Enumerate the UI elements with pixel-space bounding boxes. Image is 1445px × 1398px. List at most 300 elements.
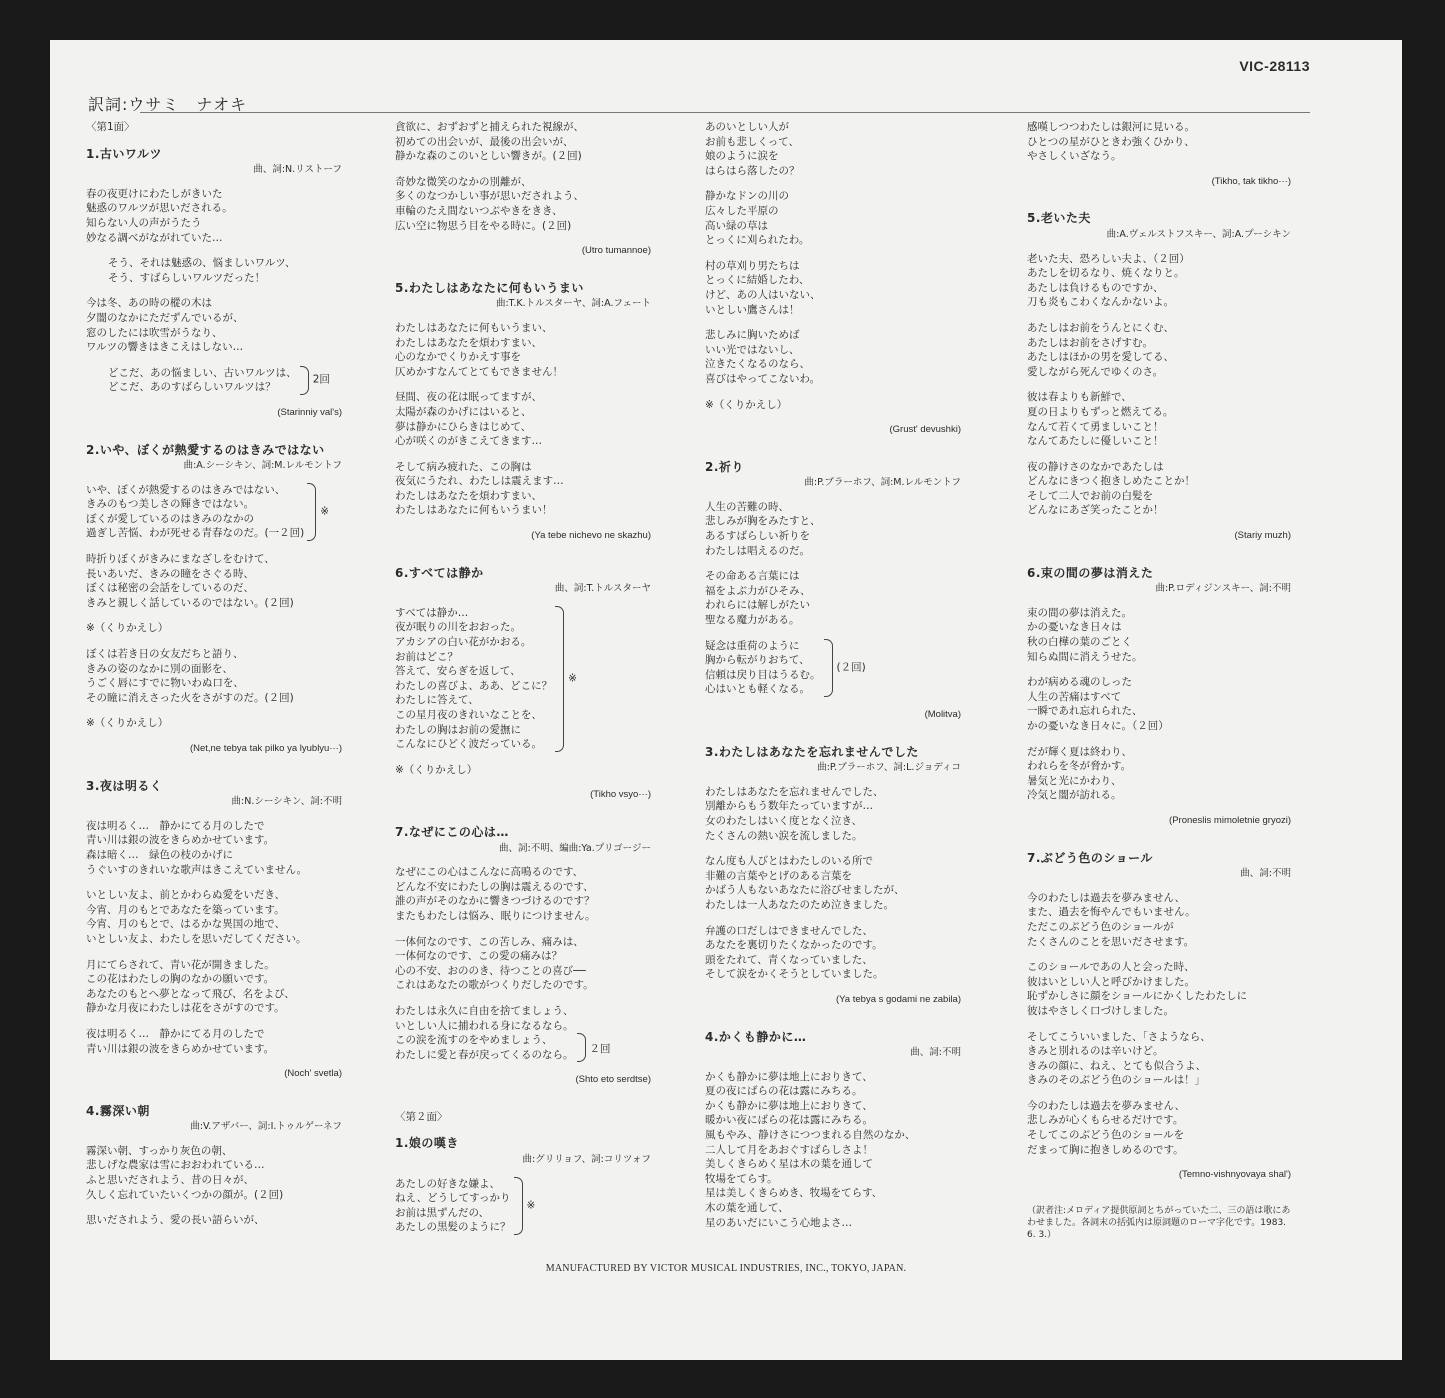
stanza: [705, 569, 961, 627]
lyric-line: 彼は春よりも新鮮で、: [1027, 391, 1132, 404]
stanza: [395, 390, 651, 448]
lyric-line: 今のわたしは過去を夢みません、: [1027, 1099, 1186, 1112]
song-block: [1027, 851, 1291, 1183]
lyric-line: なぜにこの心はこんなに高鳴るのです、: [395, 866, 584, 879]
lyric-line: 一体何なのです、この愛の痛みは？: [395, 950, 563, 963]
song-block: [705, 1030, 961, 1231]
lyric-line: きみの姿のなかに別の面影を、: [86, 662, 233, 675]
lyric-line: 胸から転がりおちて、: [705, 654, 810, 667]
lyric-line: 風もやみ、静けさにつつまれる自然のなか、: [705, 1129, 916, 1142]
song-title: 3.夜は明るく: [86, 778, 163, 793]
stanza: [86, 1027, 342, 1056]
lyric-line: 悲しみが胸をみたすと、: [705, 515, 821, 528]
lyric-line: あたしは負けるものですか、: [1027, 281, 1164, 294]
header-rule: [140, 112, 1310, 113]
lyric-line: やさしくいざなう。: [1027, 150, 1122, 163]
song-credit: 曲:A.ヴェルストフスキー、詞:A.プーシキン: [1106, 228, 1291, 240]
lyric-line: 娘のように涙を: [705, 150, 779, 163]
lyric-line: この花はわたしの胸のなかの願いです。: [86, 973, 275, 986]
lyric-line: 感嘆しつつわたしは銀河に見いる。: [1027, 121, 1195, 133]
song-credit: 曲:T.K.トルスターヤ、詞:A.フェート: [495, 298, 651, 310]
lyric-line: とっくに結婚したわ、: [705, 274, 810, 287]
lyric-line: うぐいすのきれいな歌声はきこえていません。: [86, 863, 308, 876]
lyric-line: わたしは唱えるのだ。: [705, 544, 810, 557]
lyric-line: かくも静かに夢は地上におりきて、: [705, 1099, 873, 1112]
lyric-line: 心はいとも軽くなる。: [705, 683, 810, 696]
lyric-line: その瞳に消えさった火をさがすのだ。(２回): [86, 691, 294, 704]
lyric-line: アカシアの白い花がかおる。: [395, 636, 532, 649]
song-title: 1.娘の嘆き: [395, 1136, 459, 1151]
lyric-line: 人生の苦難の時、: [705, 500, 789, 513]
lyric-line: いとしい友よ、わたしを思いだしてください。: [86, 932, 307, 945]
song-block: [1027, 211, 1291, 543]
song-title: 4.かくも静かに…: [705, 1029, 807, 1044]
song-credit: 曲:P.ロディジンスキー、詞:不明: [1155, 583, 1291, 595]
lyric-line: 霧深い朝、すっかり灰色の朝、: [86, 1144, 233, 1157]
lyric-line: 心のなかでくりかえす事を: [395, 351, 521, 364]
lyric-line: けど、あの人はいない、: [705, 288, 821, 301]
song-block: [1027, 566, 1291, 829]
lyric-line: お前はどこ？: [395, 650, 458, 663]
lyric-line: 福をよぶ力がひそみ、: [705, 584, 811, 597]
stanza: [395, 1004, 651, 1062]
stanza: [395, 1177, 651, 1235]
stanza: [705, 785, 961, 843]
song-block: [395, 1136, 651, 1235]
original-title: (Tikho vsyo···): [590, 789, 651, 801]
lyric-line: 彼はやさしく口づけしました。: [1027, 1004, 1174, 1017]
lyric-line: わたしに答えて、: [395, 694, 479, 707]
lyric-line: 静かな森のこのいとしい響きが。(２回): [395, 150, 582, 163]
original-title: (Net,ne tebya tak pilko ya lyublyu···): [189, 743, 342, 754]
lyric-line: 牧場をてらす。: [705, 1172, 778, 1185]
lyric-line: これはあなたの歌がつくりだしたのです。: [395, 979, 594, 992]
lyric-line: 愛しながら死んでゆくのさ。: [1027, 365, 1164, 378]
stanza: [1027, 252, 1291, 310]
stanza: [86, 1213, 342, 1228]
lyric-line: あたしの好きな嫌よ、: [395, 1177, 500, 1190]
stanza: [395, 120, 651, 164]
lyric-line: あたしの黒髪のように？: [395, 1221, 511, 1234]
stanza: [705, 328, 961, 386]
stanza: [86, 187, 342, 245]
lyric-line: 頭をたれて、青くなっていました、: [705, 953, 873, 966]
lyric-line: 非難の言葉やとげのある言葉を: [705, 869, 852, 882]
song-block: [395, 825, 651, 1088]
repeat-brace: [577, 1033, 586, 1062]
repeat-brace: [514, 1177, 523, 1235]
lyric-line: ※（くりかえし）: [86, 717, 169, 730]
lyric-line: 恥ずかしさに顔をショールにかくしたわたしに: [1027, 990, 1248, 1003]
lyric-line: たくさんの熱い涙を流しました。: [705, 829, 863, 842]
lyric-line: 仄めかすなんてとてもできません！: [395, 365, 563, 378]
lyric-line: とっくに刈られたわ。: [705, 234, 810, 247]
song-title: 6.すべては静か: [395, 565, 484, 580]
song-credit: 曲:グリリョフ、詞:コリツォフ: [522, 1154, 651, 1166]
original-title: (Proneslis mimoletnie gryozi): [1169, 814, 1291, 826]
lyric-line: その命ある言葉には: [705, 570, 800, 583]
song-title: 6.束の間の夢は消えた: [1027, 565, 1154, 580]
lyric-line: 暖かい夜にばらの花は露にみちる。: [705, 1114, 873, 1127]
lyric-line: 心の不安、おののき、待つことの喜び──: [395, 964, 586, 977]
song-title: 5.老いた夫: [1027, 211, 1091, 226]
lyric-line: ※（くりかえし）: [705, 398, 788, 411]
lyric-line: ぼくは秘密の会話をしているのだ、: [86, 582, 254, 595]
lyric-line: 二人して月をあおぐすばらしさよ！: [705, 1143, 873, 1156]
lyric-line: ただこのぶどう色のショールが: [1027, 920, 1174, 933]
lyric-line: 時折りぼくがきみにまなざしをむけて、: [86, 553, 275, 566]
lyric-line: また、過去を悔やんでもいません。: [1027, 906, 1196, 919]
original-title: (Tikho, tak tikho···): [1211, 175, 1291, 187]
lyric-line: そう、それは魅惑の、悩ましいワルツ、: [108, 257, 296, 270]
stanza: [1027, 1030, 1291, 1088]
lyric-line: 青い川は銀の波をきらめかせています。: [86, 834, 275, 847]
stanza: [395, 763, 651, 778]
lyric-line: 弁護の口だしはできませんでした、: [705, 924, 873, 937]
lyric-line: われらには解しがたい: [705, 599, 810, 612]
song-credit: 曲、詞:不明: [910, 1047, 961, 1059]
stanza: [395, 175, 651, 233]
stanza: [1027, 390, 1291, 448]
lyric-line: わたしはあなたに何もいうまい、: [395, 321, 553, 334]
lyric-line: かの憂いなき日々に。（２回）: [1027, 720, 1169, 732]
song-block: [86, 147, 342, 421]
lyric-line: あたしはほかの男を愛してる、: [1027, 351, 1174, 364]
lyric-line: 悲しげな農家は雪におおわれている…: [86, 1159, 265, 1172]
stanza: [395, 865, 651, 923]
translator-credit: 訳詞:ウサミ ナオキ: [88, 95, 248, 114]
repeat-label: ２回: [589, 1042, 611, 1055]
lyric-line: 夜の静けさのなかであたしは: [1027, 460, 1164, 473]
stanza: [86, 296, 342, 354]
stanza: [1027, 460, 1291, 518]
lyric-line: 今宵、月のもとであなたを築っています。: [86, 903, 285, 916]
lyric-line: そう、すばらしいワルツだった！: [108, 271, 266, 284]
stanza: [86, 958, 342, 1016]
lyric-line: わが病める魂のしった: [1027, 676, 1132, 689]
lyrics-column-2: [395, 120, 651, 1246]
stanza: [705, 398, 961, 413]
lyric-line: きみと親しく話しているのではない。(２回): [86, 596, 294, 609]
original-title: (Molitva): [924, 709, 961, 720]
lyric-line: ねえ、どうしてすっかり: [395, 1192, 511, 1205]
lyric-line: わたしの胸はお前の愛撫に: [395, 723, 521, 736]
lyric-line: たくさんのことを思いださせます。: [1027, 935, 1195, 948]
repeat-brace: [555, 606, 564, 752]
original-title: (Shto eto serdtse): [575, 1074, 651, 1086]
lyric-line: あたしはお前をさげすむ。: [1027, 336, 1153, 349]
stanza: [86, 716, 342, 731]
lyric-line: 知らぬ間に消えうせた。: [1027, 650, 1143, 663]
stanza: [86, 888, 342, 946]
song-credit: 曲:V.アザバー、詞:I.トゥルゲーネフ: [190, 1121, 342, 1133]
original-title: (Utro tumannoe): [581, 245, 651, 257]
lyric-line: どこだ、あの悩ましい、古いワルツは、: [108, 366, 297, 379]
lyric-line: 疑念は重荷のように: [705, 639, 800, 652]
lyric-line: 木の葉を通して、: [705, 1202, 789, 1215]
lyric-line: 夕闇のなかにただずんでいるが、: [86, 311, 244, 324]
lyric-line: どんなにあざ笑ったことか！: [1027, 504, 1164, 517]
lyric-line: 初めての出会いが、最後の出会いが、: [395, 135, 574, 148]
stanza: [1027, 675, 1291, 733]
lyric-line: 森は暗く… 緑色の枝のかげに: [86, 848, 233, 861]
lyric-line: 答えて、安らぎを返して、: [395, 665, 521, 678]
stanza: [1027, 891, 1291, 949]
lyric-line: 星のあいだにいこう心地よさ…: [705, 1216, 852, 1229]
stanza: [705, 189, 961, 247]
lyric-line: そして涙をかくそうとしていました。: [705, 968, 884, 981]
translator-note: （訳者注:メロディア提供原詞とちがっていた二、三の語は歌にあわせました。各詞末の括弧内は原詞題のローマ字化です。1983. 6. 3.）: [1027, 1205, 1291, 1240]
stanza: [86, 552, 342, 610]
lyric-line: なん度も人びとはわたしのいる所で: [705, 855, 873, 868]
repeat-label: ※: [568, 672, 577, 685]
lyric-line: いとしい人に捕われる身になるなら。: [395, 1019, 574, 1032]
lyric-line: 静かな月夜にわたしは花をさがすのです。: [86, 1002, 285, 1015]
lyric-line: ぼくが愛しているのはきみのなかの: [86, 512, 254, 525]
stanza: [705, 854, 961, 912]
lyric-line: 久しく忘れていたいくつかの顔が。(２回): [86, 1188, 284, 1201]
repeat-label: ※: [320, 505, 330, 518]
lyric-line: またもわたしは悩み、眠りにつけません。: [395, 909, 596, 922]
lyric-line: このショールであの人と会った時、: [1027, 961, 1195, 974]
lyric-line: 静かなドンの川の: [705, 190, 789, 203]
lyric-line: 魅惑のワルツが思いだされる。: [86, 202, 233, 215]
lyric-line: ※（くりかえし）: [395, 763, 478, 776]
stanza: [705, 259, 961, 317]
lyric-line: 星は美しくきらめき、牧場をてらす、: [705, 1187, 883, 1200]
lyric-line: 長いあいだ、きみの瞳をさぐる時、: [86, 567, 254, 580]
song-block: [395, 281, 651, 544]
stanza: [395, 321, 651, 379]
original-title: (Temno-vishnyovaya shal'): [1178, 1169, 1291, 1181]
lyric-line: ワルツの響きはきこえはしない…: [86, 341, 244, 354]
song-block: [705, 120, 961, 438]
lyric-line: 広々した平原の: [705, 204, 779, 217]
lyric-line: 夜が眠りの川をおおった。: [395, 621, 521, 634]
lyric-line: 老いた夫、恐ろしい夫よ、（２回）: [1027, 252, 1190, 265]
original-title: (Ya tebe nichevo ne skazhu): [531, 530, 651, 542]
stanza: [705, 924, 961, 982]
lyric-line: 奇妙な微笑のなかの別離が、: [395, 175, 532, 188]
repeat-brace: [300, 366, 309, 395]
lyric-line: 車輪のたえ間ないつぶやきをきき、: [395, 204, 563, 217]
lyric-line: そしてこういいました、「さようなら、: [1027, 1030, 1211, 1043]
lyric-line: われらを冬が脅かす。: [1027, 760, 1132, 773]
stanza: [1027, 1099, 1291, 1157]
lyric-line: この涙を流すのをやめましょう、: [395, 1034, 553, 1047]
lyric-line: わたしはあなたを煩わすまい、: [395, 336, 542, 349]
stanza: [1027, 321, 1291, 379]
lyric-line: 暑気と光にかわり、: [1027, 774, 1122, 787]
lyric-line: わたしはあなたに何もいうまい！: [395, 504, 553, 517]
song-title: 3.わたしはあなたを忘れませんでした: [705, 744, 919, 759]
stanza: [86, 366, 342, 395]
song-block: [1027, 120, 1291, 189]
lyric-line: 冷気と闇が訪れる。: [1027, 789, 1122, 802]
stanza: [1027, 960, 1291, 1018]
repeat-brace: [307, 483, 316, 541]
song-credit: 曲:A.シーシキン、詞:M.レルモントフ: [183, 460, 342, 472]
lyric-line: かの憂いなき日々は: [1027, 621, 1122, 634]
lyric-line: 悲しみに胸いためば: [705, 329, 800, 342]
stanza: [705, 639, 961, 697]
lyric-line: 心が咲くのがきこえてきます…: [395, 435, 542, 448]
lyric-line: きみのもつ美しさの輝きではない。: [86, 498, 254, 511]
lyric-line: わたしに愛と春が戻ってくるのなら。: [395, 1048, 574, 1061]
lyric-line: 青い川は銀の波をきらめかせています。: [86, 1042, 275, 1055]
lyric-line: いとしい鷹さんは！: [705, 303, 800, 316]
song-block: [395, 566, 651, 803]
lyric-line: かばう人もないあなたに浴びせましたが、: [705, 884, 905, 897]
original-title: (Stariy muzh): [1234, 530, 1291, 542]
lyric-line: すべては静か…: [395, 606, 469, 619]
lyric-line: あなたのもとへ夢となって飛び、名をよび、: [86, 987, 295, 1000]
lyric-line: ふと思いだされよう、昔の日々が、: [86, 1174, 254, 1187]
stanza: [1027, 120, 1291, 164]
lyrics-column-4: [1027, 120, 1291, 1241]
lyric-line: 知らない人の声がうたう: [86, 216, 202, 229]
lyric-line: そして二人でお前の白髪を: [1027, 489, 1153, 502]
lyric-line: 女のわたしはいく度となく泣き、: [705, 814, 863, 827]
lyric-line: 信頼は戻り目はうるむ。: [705, 668, 821, 681]
lyric-line: 昼間、夜の花は眠ってますが、: [395, 391, 542, 404]
lyric-sheet: [50, 40, 1402, 1360]
lyric-line: 広い空に物思う目をやる時に。(２回): [395, 219, 572, 232]
original-title: (Grust' devushki): [889, 424, 961, 436]
lyric-line: わたしはあなたを煩わすまい、: [395, 489, 542, 502]
lyric-line: 夏の日よりもずっと燃えてる。: [1027, 405, 1174, 418]
lyric-line: 喜びはやってこないわ。: [705, 372, 821, 385]
original-title: (Noch' svetla): [284, 1068, 342, 1080]
lyric-line: 多くのなつかしい事が思いだされよう、: [395, 190, 584, 203]
stanza: [705, 500, 961, 558]
lyric-line: 春の夜更けにわたしがきいた: [86, 187, 223, 200]
lyric-line: 一瞬であれ忘れられた、: [1027, 705, 1143, 718]
lyric-line: きみのそのぶどう色のショールは！」: [1027, 1074, 1206, 1087]
song-block: [705, 460, 961, 723]
lyric-line: 美しくきらめく星は木の葉を通して: [705, 1158, 873, 1171]
lyric-line: 悲しみが心くもらせるだけです。: [1027, 1114, 1184, 1127]
lyric-line: あるすばらしい祈りを: [705, 530, 810, 543]
lyric-line: うごく唇にすでに物いわぬ口を、: [86, 677, 244, 690]
lyric-line: 窓のしたには吹雪がうなり、: [86, 326, 223, 339]
lyric-line: 夜気にうたれ、わたしは震えます…: [395, 475, 564, 488]
stanza: [86, 819, 342, 877]
lyric-line: きみの顔に、ねえ、とても似合うよ、: [1027, 1059, 1207, 1072]
song-credit: 曲、詞:不明、編曲:Ya.プリゴージー: [499, 842, 651, 854]
song-block: [705, 745, 961, 1008]
repeat-label: 2回: [312, 374, 330, 387]
lyric-line: あのいとしい人が: [705, 121, 789, 133]
lyric-line: 人生の苦痛はすべて: [1027, 690, 1122, 703]
lyric-line: 泣きたくなるのなら、: [705, 358, 810, 371]
song-credit: 曲、詞:T.トルスターヤ: [554, 583, 651, 595]
original-title: (Starinniy val's): [277, 406, 342, 418]
lyric-line: この星月夜のきれいなことを、: [395, 709, 542, 721]
lyric-line: 高い緑の草は: [705, 219, 768, 232]
song-credit: 曲、詞:不明: [1240, 868, 1291, 880]
lyric-line: 月にてらされて、青い花が開きました。: [86, 958, 275, 971]
song-title: 1.古いワルツ: [86, 146, 163, 161]
repeat-label: ※: [526, 1199, 536, 1212]
catalog-number: VIC-28113: [1239, 58, 1310, 74]
lyrics-column-1: [86, 120, 342, 1239]
stanza: [86, 621, 342, 636]
lyric-line: あなたを裏切りたくなかったのです。: [705, 939, 883, 952]
lyric-line: そしてこのぶどう色のショールを: [1027, 1129, 1185, 1142]
lyric-line: ※（くりかえし）: [86, 622, 169, 635]
lyric-line: 貪欲に、おずおずと捕えられた視線が、: [395, 121, 584, 133]
side-label: 〈第1面〉: [86, 121, 135, 133]
side-label: 〈第２面〉: [395, 1110, 448, 1123]
lyric-line: 今のわたしは過去を夢みません、: [1027, 891, 1186, 904]
lyric-line: 夏の夜にばらの花は露にみちる。: [705, 1085, 863, 1098]
lyric-line: いい光ではないし、: [705, 343, 800, 356]
lyric-line: なんてあたしに優しいこと！: [1027, 435, 1164, 448]
lyric-line: 刀も炎もこわくなんかないよ。: [1027, 296, 1174, 309]
lyric-line: わたしの喜びよ、ああ、どこに？: [395, 679, 553, 692]
stanza: [395, 606, 651, 752]
stanza: [395, 935, 651, 993]
lyric-line: だが輝く夏は終わり、: [1027, 745, 1132, 758]
lyric-line: 夜は明るく… 静かにてる月のしたで: [86, 819, 265, 832]
song-title: 7.ぶどう色のショール: [1027, 850, 1153, 865]
repeat-brace: [824, 639, 833, 697]
lyric-line: 聖なる魔力がある。: [705, 614, 800, 627]
lyric-line: あたしを切るなり、焼くなりと。: [1027, 267, 1185, 280]
lyric-line: ぼくは若き日の女友だちと語り、: [86, 648, 244, 661]
stanza: [86, 1144, 342, 1202]
manufacturer-footer: MANUFACTURED BY VICTOR MUSICAL INDUSTRIES, INC., TOKYO, JAPAN.: [545, 1263, 907, 1274]
lyric-line: 妙なる調べがながれていた…: [86, 231, 223, 244]
song-block: [395, 120, 651, 259]
song-credit: 曲:P.ブラーホフ、詞:L.ジョディコ: [817, 762, 961, 774]
stanza: [705, 120, 961, 178]
song-title: 5.わたしはあなたに何もいうまい: [395, 280, 584, 295]
lyric-line: どこだ、あのすばらしいワルツは？: [108, 381, 276, 394]
song-block: [86, 779, 342, 1082]
lyric-line: 今宵、月のもとで、はるかな異国の地で、: [86, 918, 286, 931]
lyric-line: 太陽が森のかげにはいると、: [395, 405, 532, 418]
song-credit: 曲:N.シーシキン、詞:不明: [231, 796, 342, 808]
lyric-line: わたしは一人あなたのため泣きました。: [705, 898, 894, 911]
lyric-line: きみと別れるのは辛いけど。: [1027, 1045, 1164, 1058]
stanza: [86, 483, 342, 541]
lyric-line: そして病み疲れた、この胸は: [395, 460, 532, 473]
lyric-line: 秋の白樺の葉のごとく: [1027, 636, 1132, 649]
song-credit: 曲:P.ブラーホフ、詞:M.レルモントフ: [804, 477, 961, 489]
lyric-line: ひとつの星がひときわ強くひかり、: [1027, 135, 1195, 148]
lyric-line: 一体何なのです、この苦しみ、痛みは、: [395, 935, 584, 948]
song-title: 2.いや、ぼくが熱愛するのはきみではない: [86, 442, 325, 457]
song-title: 7.なぜにこの心は…: [395, 824, 509, 839]
lyric-line: お前は黒ずんだの、: [395, 1206, 490, 1219]
lyric-line: あたしはお前をうんとにくむ、: [1027, 321, 1174, 334]
stanza: [1027, 745, 1291, 803]
lyric-line: 束の間の夢は消えた。: [1027, 606, 1132, 619]
song-title: 2.祈り: [705, 459, 744, 474]
lyric-line: 誰の声がそのなかに響きつづけるのです？: [395, 895, 595, 908]
lyric-line: こんなにひどく波だっている。: [395, 738, 542, 751]
lyric-line: どんな不安にわたしの胸は震えるのです、: [395, 880, 594, 893]
stanza: [86, 647, 342, 705]
song-block: [86, 443, 342, 757]
lyric-line: いや、ぼくが熱愛するのはきみではない、: [86, 483, 286, 496]
original-title: (Ya tebya s godami ne zabila): [836, 993, 961, 1005]
lyric-line: 別離からもう数年たっていますが…: [705, 800, 873, 813]
lyric-line: お前も悲しくって、: [705, 135, 800, 148]
lyric-line: はらはら落したの？: [705, 164, 800, 177]
